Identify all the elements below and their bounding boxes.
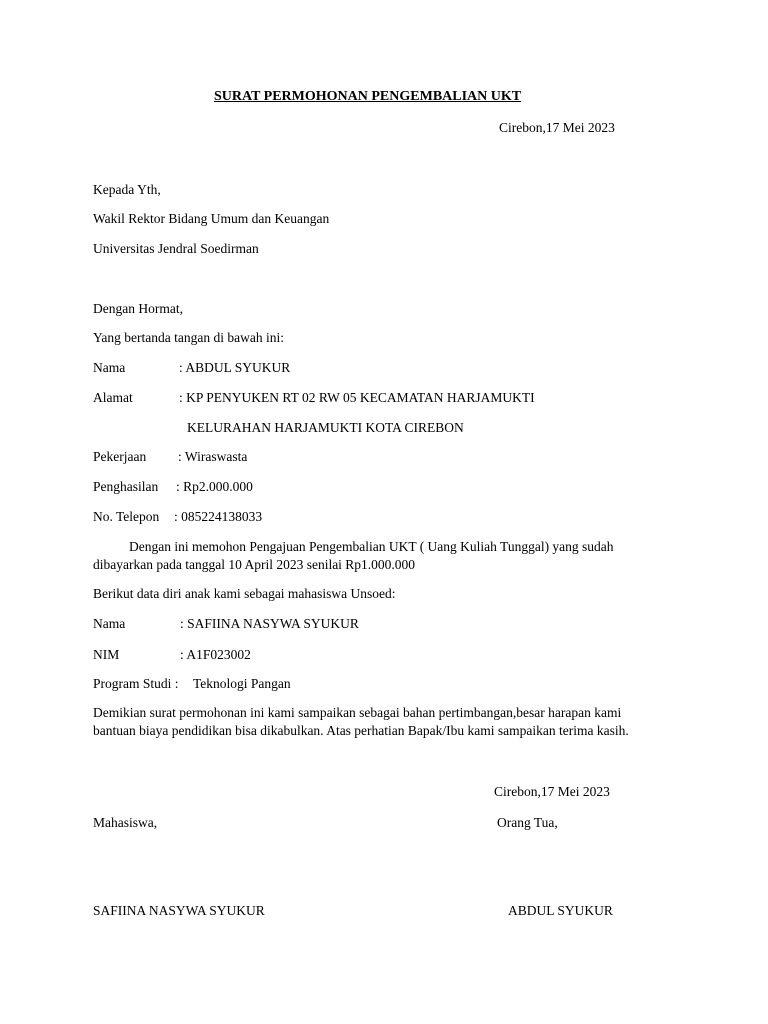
applicant-address-value-2: KELURAHAN HARJAMUKTI KOTA CIREBON: [187, 420, 464, 435]
signature-right-name: ABDUL SYUKUR: [508, 903, 613, 918]
applicant-income-label: Penghasilan: [93, 479, 159, 494]
recipient-position: Wakil Rektor Bidang Umum dan Keuangan: [93, 211, 330, 226]
student-program-label: Program Studi :: [93, 676, 179, 691]
request-paragraph-line-1: Dengan ini memohon Pengajuan Pengembalian UKT ( Uang Kuliah Tunggal) yang sudah: [129, 539, 614, 554]
signature-left-name: SAFIINA NASYWA SYUKUR: [93, 903, 265, 918]
request-paragraph-line-2: dibayarkan pada tanggal 10 April 2023 senilai Rp1.000.000: [93, 557, 416, 572]
salutation: Dengan Hormat,: [93, 301, 183, 316]
intro-text: Yang bertanda tangan di bawah ini:: [93, 330, 284, 345]
applicant-address-label: Alamat: [93, 390, 133, 405]
closing-paragraph-line-2: bantuan biaya pendidikan bisa dikabulkan. Atas perhatian Bapak/Ibu kami sampaikan terima kasih.: [93, 723, 629, 738]
student-program-value: Teknologi Pangan: [193, 676, 291, 691]
closing-paragraph-line-1: Demikian surat permohonan ini kami sampaikan sebagai bahan pertimbangan,besar harapan kami: [93, 705, 622, 720]
applicant-income-value: : Rp2.000.000: [176, 479, 253, 494]
signature-right-role: Orang Tua,: [497, 815, 558, 830]
applicant-name-label: Nama: [93, 360, 126, 375]
letter-title: SURAT PERMOHONAN PENGEMBALIAN UKT: [214, 89, 522, 104]
applicant-job-value: : Wiraswasta: [178, 449, 248, 464]
student-name-value: : SAFIINA NASYWA SYUKUR: [180, 616, 359, 631]
applicant-phone-value: : 085224138033: [174, 509, 263, 524]
student-nim-label: NIM: [93, 647, 120, 662]
student-intro-text: Berikut data diri anak kami sebagai mahasiswa Unsoed:: [93, 586, 396, 601]
applicant-name-value: : ABDUL SYUKUR: [179, 360, 291, 375]
student-name-label: Nama: [93, 616, 126, 631]
applicant-job-label: Pekerjaan: [93, 449, 147, 464]
letter-date-bottom: Cirebon,17 Mei 2023: [494, 784, 610, 799]
recipient-institution: Universitas Jendral Soedirman: [93, 241, 259, 256]
letter-date-top: Cirebon,17 Mei 2023: [499, 120, 615, 135]
student-nim-value: : A1F023002: [180, 647, 251, 662]
applicant-phone-label: No. Telepon: [93, 509, 160, 524]
recipient-greeting: Kepada Yth,: [93, 182, 161, 197]
signature-left-role: Mahasiswa,: [93, 815, 158, 830]
applicant-address-value-1: : KP PENYUKEN RT 02 RW 05 KECAMATAN HARJAMUKTI: [179, 390, 535, 405]
